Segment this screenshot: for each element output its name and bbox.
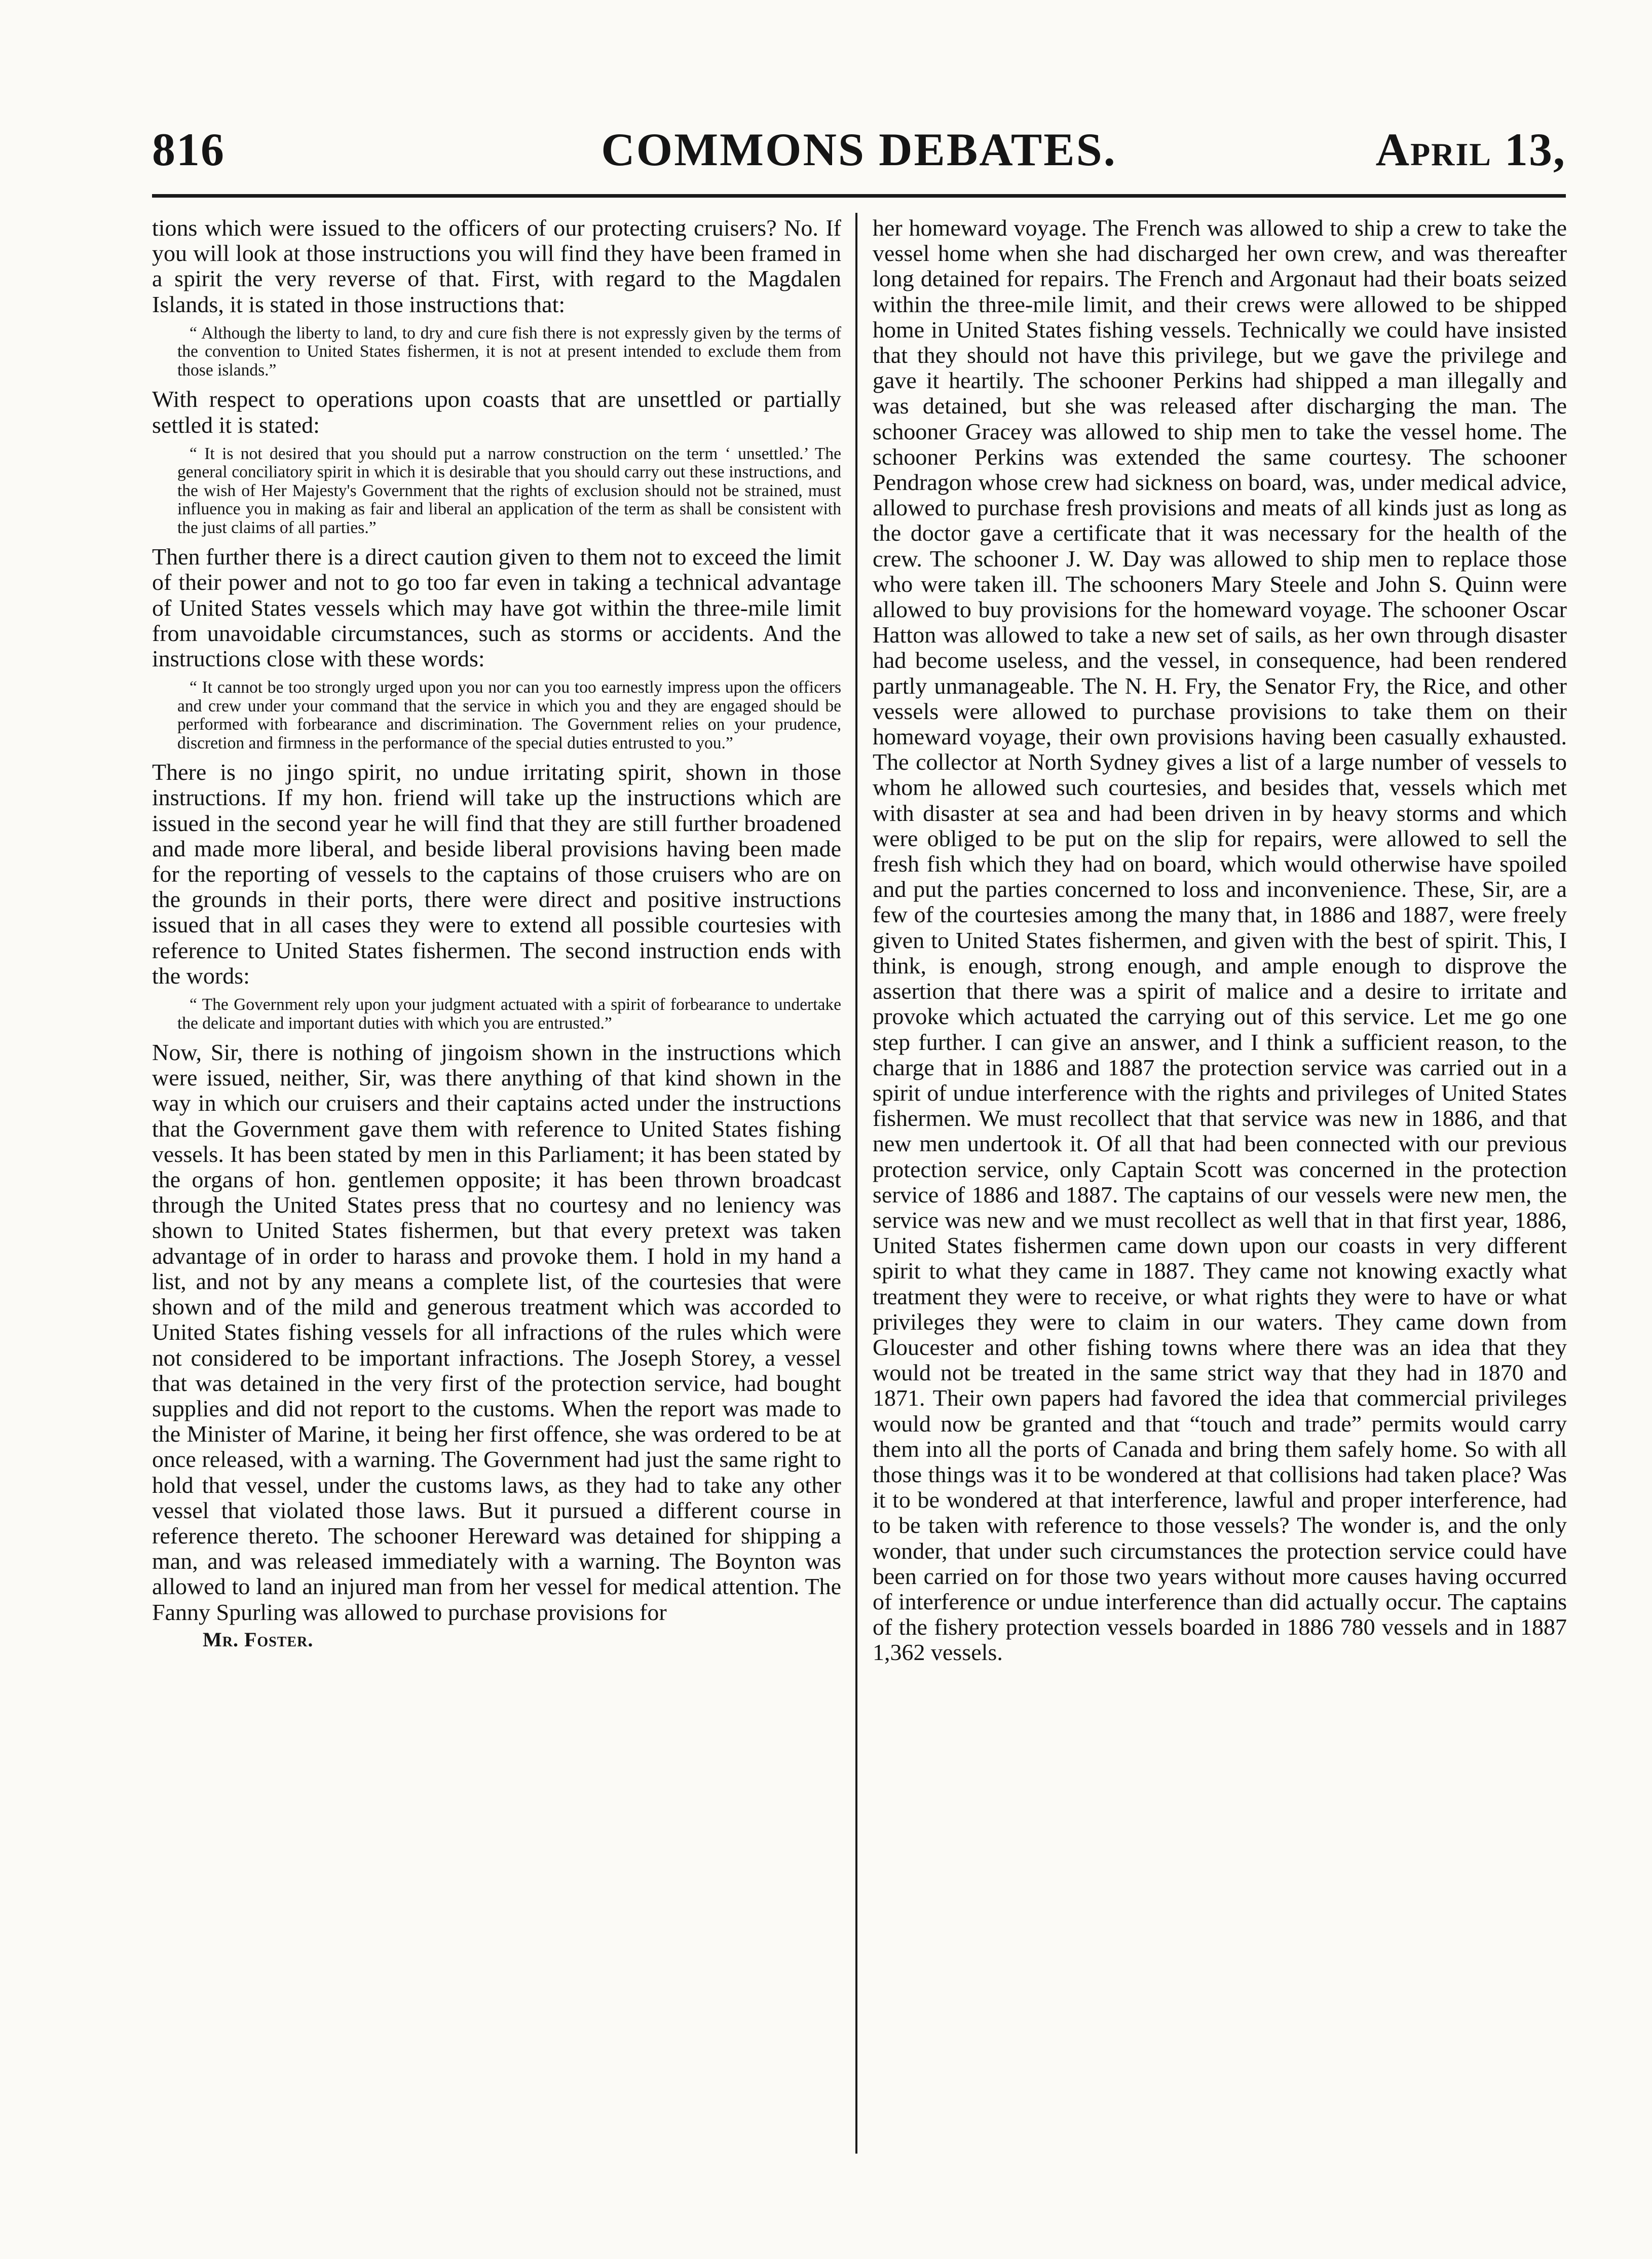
column-divider <box>855 213 857 2154</box>
paragraph: Now, Sir, there is nothing of jingoism shown in the instructions which were issued, neither, Sir, was there anything of that kind shown in the way in which our cruisers and their captains acted under the instructions that the Government gave them with reference to United States fishing vessels. It has been stated by men in this Parliament; it has been stated by the organs of hon. gentlemen opposite; it has been thrown broadcast through the United States press that no courtesy and no leniency was shown to United States fishermen, but that every pretext was taken advantage of in order to harass and provoke them. I hold in my hand a list, and not by any means a complete list, of the courtesies that were shown and of the mild and generous treatment which was accorded to United States fishing vessels for all infractions of the rules which were not considered to be important infractions. The Joseph Storey, a vessel that was detained in the very first of the protection service, had bought supplies and did not report to the customs. When the report was made to the Minister of Marine, it being her first offence, she was ordered to be at once released, with a warning. The Government had just the same right to hold that vessel, under the customs laws, as they had to take any other vessel that violated those laws. But it pursued a different course in reference thereto. The schooner Hereward was detained for shipping a man, and was released immediately with a warning. The Boynton was allowed to land an injured man from her vessel for medical attention. The Fanny Spurling was allowed to purchase provisions for <box>152 1039 841 1625</box>
page-header <box>152 122 1566 177</box>
quoted-instruction: “ It is not desired that you should put a narrow construction on the term ‘ unsettled.’ The general conciliatory spirit in which it is desirable that you should carry out these instructions, and the wish of Her Majesty's Government that the rights of exclusion should not be strained, must influence you in making as fair and liberal an application of the term as shall be consistent with the just claims of all parties.” <box>177 444 841 537</box>
paragraph: With respect to operations upon coasts that are unsettled or partially settled it is stated: <box>152 386 841 438</box>
paragraph: There is no jingo spirit, no undue irritating spirit, shown in those instructions. If my hon. friend will take up the instructions which are issued in the second year he will find that they are still further broadened and made more liberal, and beside liberal provisions having been made for the reporting of vessels to the captains of those cruisers who are on the grounds in their ports, there were direct and positive instructions issued that in all cases they were to extend all possible courtesies with reference to United States fishermen. The second instruction ends with the words: <box>152 759 841 989</box>
quoted-instruction: “ The Government rely upon your judgment actuated with a spirit of forbearance to undertake the delicate and important duties with which you are entrusted.” <box>177 995 841 1033</box>
running-title: COMMONS DEBATES. <box>601 124 1117 175</box>
page-date: April 13, <box>1375 124 1566 175</box>
speaker-name: Mr. Foster. <box>203 1628 314 1651</box>
quoted-instruction: “ Although the liberty to land, to dry and cure fish there is not expressly given by the terms of the convention to United States fishermen, it is not at present intended to exclude them from those islands.” <box>177 323 841 380</box>
page-number: 816 <box>152 124 225 175</box>
right-column <box>873 215 1567 1666</box>
paragraph: Then further there is a direct caution given to them not to exceed the limit of their power and not to go too far even in taking a technical advantage of United States vessels which may have got within the three-mile limit from unavoidable circumstances, such as storms or accidents. And the instructions close with these words: <box>152 544 841 672</box>
paragraph: her homeward voyage. The French was allowed to ship a crew to take the vessel home when she had discharged her own crew, and was thereafter long detained for repairs. The French and Argonaut had their boats seized within the three-mile limit, and their crews were allowed to be shipped home in United States fishing vessels. Technically we could have insisted that they should not have this privilege, but we gave the privilege and gave it heartily. The schooner Perkins had shipped a man illegally and was detained, but she was released after discharging the man. The schooner Gracey was allowed to ship men to take the vessel home. The schooner Perkins was extended the same courtesy. The schooner Pendragon whose crew had sickness on board, was, under medical advice, allowed to purchase fresh provisions and meats of all kinds just as long as the doctor gave a certificate that it was necessary for the health of the crew. The schooner J. W. Day was allowed to ship men to replace those who were taken ill. The schooners Mary Steele and John S. Quinn were allowed to buy provisions for the homeward voyage. The schooner Oscar Hatton was allowed to take a new set of sails, as her own through disaster had become useless, and the vessel, in consequence, had been rendered partly unmanageable. The N. H. Fry, the Senator Fry, the Rice, and other vessels were allowed to purchase provisions to take them on their homeward voyage, their own provisions having been casually exhausted. The collector at North Sydney gives a list of a large number of vessels to whom he allowed such courtesies, and besides that, vessels which met with disaster at sea and had been driven in by heavy storms and which were obliged to be put on the slip for repairs, were allowed to sell the fresh fish which they had on board, which would otherwise have spoiled and put the parties concerned to loss and inconvenience. These, Sir, are a few of the courtesies among the many that, in 1886 and 1887, were freely given to United States fishermen, and given with the best of spirit. This, I think, is enough, strong enough, and ample enough to disprove the assertion that there was a spirit of malice and a desire to irritate and provoke which actuated the carrying out of this service. Let me go one step further. I can give an answer, and I think a sufficient reason, to the charge that in 1886 and 1887 the protection service was carried out in a spirit of undue interference with the rights and privileges of United States fishermen. We must recollect that that service was new in 1886, and that new men undertook it. Of all that had been connected with our previous protection service, only Captain Scott was concerned in the protection service of 1886 and 1887. The captains of our vessels were new men, the service was new and we must recollect as well that in that first year, 1886, United States fishermen came down upon our coasts in very different spirit to what they came in 1887. They came not knowing exactly what treatment they were to receive, or what rights they were to have or what privileges they were to claim in our waters. They came down from Gloucester and other fishing towns where there was an idea that they would not be treated in the same strict way that they had in 1870 and 1871. Their own papers had favored the idea that commercial privileges would now be granted and that “touch and trade” permits would carry them into all the ports of Canada and bring them safely home. So with all those things was it to be wondered at that collisions had taken place? Was it to be wondered at that interference, lawful and proper interference, had to be taken with reference to those vessels? The wonder is, and the only wonder, that under such circumstances the protection service could have been carried on for those two years without more causes having occurred of interference or undue interference than did actually occur. The captains of the fishery protection vessels boarded in 1886 780 vessels and in 1887 1,362 vessels. <box>873 215 1567 1666</box>
header-rule <box>152 194 1566 198</box>
quoted-instruction: “ It cannot be too strongly urged upon you nor can you too earnestly impress upon the officers and crew under your command that the service in which you and they are engaged should be performed with forbearance and discrimination. The Government relies on your prudence, discretion and firmness in the performance of the special duties entrusted to you.” <box>177 678 841 752</box>
left-column <box>152 215 841 1651</box>
paragraph: tions which were issued to the officers of our protecting cruisers? No. If you will look at those instructions you will find they have been framed in a spirit the very reverse of that. First, with regard to the Magdalen Islands, it is stated in those instructions that: <box>152 215 841 317</box>
